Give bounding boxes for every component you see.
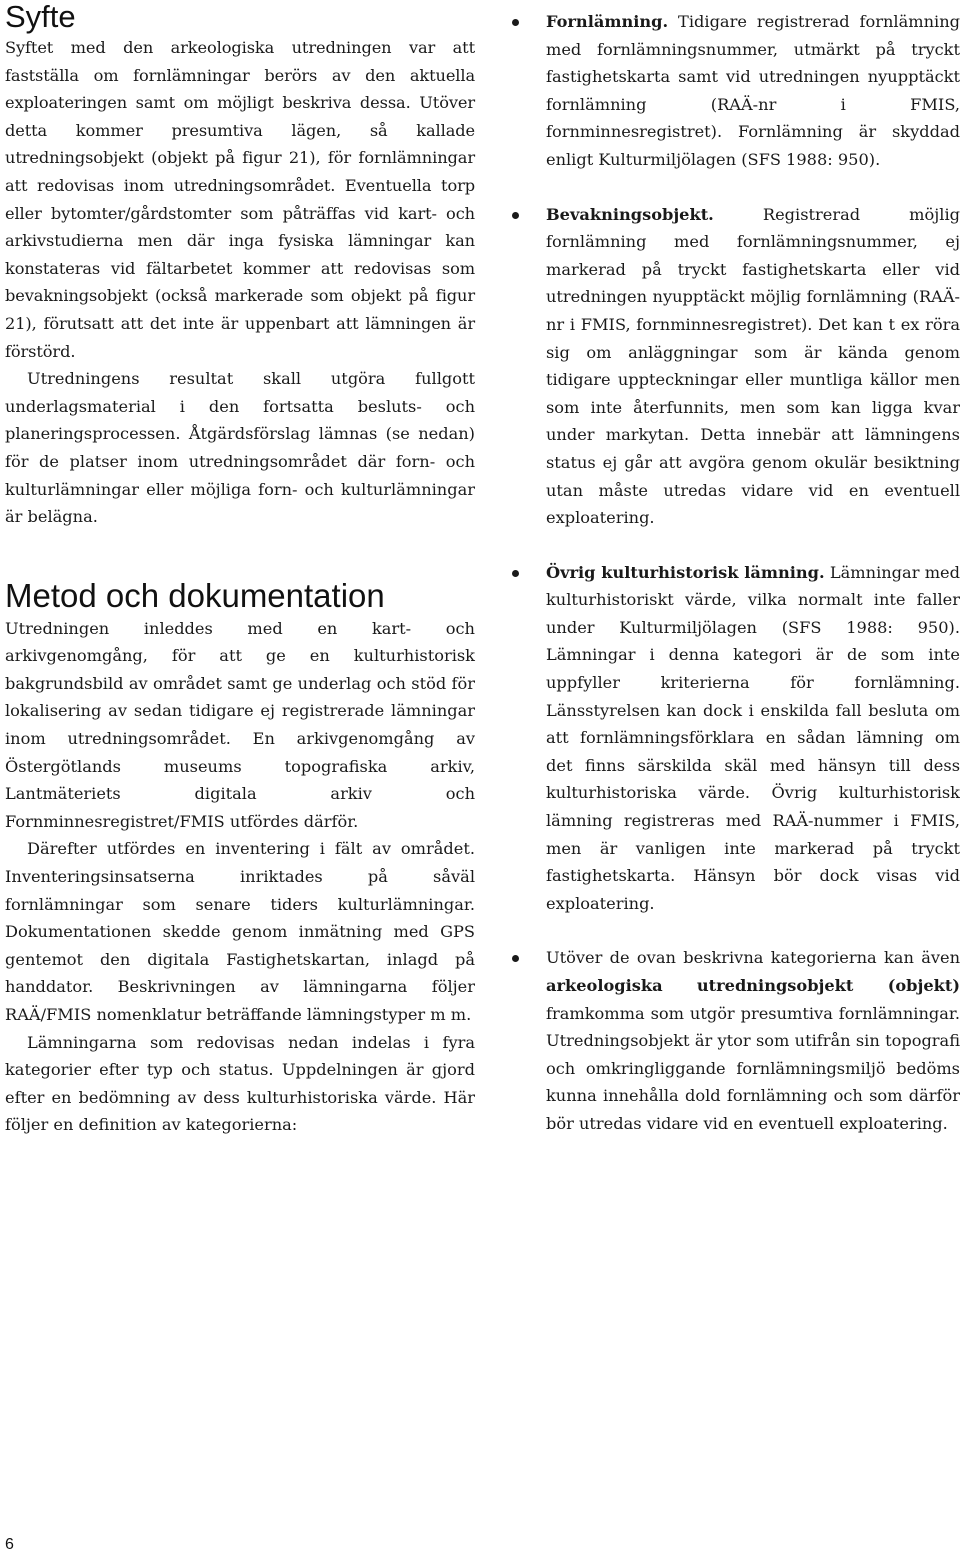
category-text: Tidigare registrerad fornlämning med fornlämningsnummer, utmärkt på tryckt fastighetskarta samt vid utredningen nyupptäckt fornlämning (RAÄ-nr i FMIS, fornminnesregistret). Fornlämning är skyddad enligt Kulturmiljölagen (SFS 1988: 950). [546, 12, 960, 169]
list-item [510, 559, 960, 918]
metod-paragraph-3: Lämningarna som redovisas nedan indelas i fyra kategorier efter typ och status. Uppdelningen är gjord efter en bedömning av dess kulturhistoriska värde. Här följer en definition av kategorierna: [5, 1032, 475, 1135]
category-term: Fornlämning. [546, 12, 669, 31]
bullet-icon [512, 19, 519, 26]
section-heading-metod: Metod och dokumentation [5, 576, 385, 614]
extra-item-suffix: framkomma som utgör presumtiva fornlämningar. Utredningsobjekt är ytor som utifrån sin topografi och omkringliggande fornlämningsmiljö bedöms kunna innehålla dold fornlämning och som därför bör utredas vidare vid en eventuell exploatering. [546, 1003, 960, 1133]
metod-paragraph-1: Utredningen inleddes med en kart- och arkivgenomgång, för att ge en kulturhistorisk bakgrundsbild av området samt ge underlag och stöd för lokalisering av sedan tidigare ej registrerade lämningar inom utredningsområdet. En arkivgenomgång av Östergötlands museums topografiska arkiv, Lantmäteriets digitala arkiv och Fornminnesregistret/FMIS utfördes därför. [5, 618, 475, 831]
left-column [5, 0, 475, 1139]
page-number: 6 [5, 1536, 14, 1553]
category-text: Registrerad möjlig fornlämning med fornlämningsnummer, ej markerad på tryckt fastighetskarta eller vid utredningen nyupptäckt möjlig fornlämning (RAÄ-nr i FMIS, fornminnesregistret). Det kan t ex röra sig om anläggningar som är kända genom tidigare uppteckningar eller muntliga källor men som inte återfunnits, men som kan ligga kvar under markytan. Detta innebär att lämningens status ej går att avgöra genom okulär besiktning utan måste utredas vidare vid en eventuell exploatering. [546, 204, 960, 528]
list-item [510, 201, 960, 532]
bullet-icon [512, 212, 519, 219]
category-term: Bevakningsobjekt. [546, 204, 714, 224]
metod-paragraph-2: Därefter utfördes en inventering i fält av området. Inventeringsinsatserna inriktades på såväl fornlämningar som senare tiders kulturlämningar. Dokumentationen skedde genom inmätning med GPS gentemot den digitala Fastighetskartan, inlagd på handdator. Beskrivningen av lämningarna följer RAÄ/FMIS nomenklatur beträffande lämningstyper m m. [5, 839, 475, 1024]
category-list [510, 8, 960, 1138]
bullet-icon [512, 570, 519, 577]
category-text: Lämningar med kulturhistoriskt värde, vilka normalt inte faller under Kulturmiljölagen (SFS 1988: 950). Lämningar i denna kategori är de som inte uppfyller kriterierna för fornlämning. Länsstyrelsen kan dock i enskilda fall besluta om att fornlämningsförklara en sådan lämning om det finns särskilda skäl med hänsyn till dess kulturhistoriska värde. Övrig kulturhistorisk lämning registreras med RAÄ-nummer i FMIS, men är vanligen inte markerad på tryckt fastighetskarta. Hänsyn bör dock visas vid exploatering. [546, 562, 960, 913]
right-column [510, 8, 960, 1165]
section-heading-syfte: Syfte [5, 0, 76, 34]
syfte-paragraph-2: Utredningens resultat skall utgöra fullgott underlagsmaterial i den fortsatta besluts- och planeringsprocessen. Åtgärdsförslag lämnas (se nedan) för de platser inom utredningsområdet där forn- och kulturlämningar eller möjliga forn- och kulturlämningar är belägna. [5, 369, 475, 527]
bullet-icon [512, 955, 519, 962]
list-item [510, 8, 960, 174]
syfte-paragraph-1: Syftet med den arkeologiska utredningen var att fastställa om fornlämningar berörs av den aktuella exploateringen samt om möjligt beskriva dessa. Utöver detta kommer presumtiva lägen, så kallade utredningsobjekt (objekt på figur 21), för fornlämningar att redovisas inom utredningsområdet. Eventuella torp eller bytomter/gårdstomter som påträffas vid kart- och arkivstudierna men där inga fysiska lämningar kan konstateras vid fältarbetet kommer att redovisas som bevakningsobjekt (också markerade som objekt på figur 21), förutsatt att det inte är uppenbart att lämningen är förstörd. [5, 38, 475, 361]
extra-item-term: arkeologiska utredningsobjekt (objekt) [546, 976, 960, 995]
extra-item-prefix: Utöver de ovan beskrivna kategorierna kan även [546, 948, 960, 968]
category-term: Övrig kulturhistorisk lämning. [546, 562, 825, 582]
list-item [510, 944, 960, 1137]
